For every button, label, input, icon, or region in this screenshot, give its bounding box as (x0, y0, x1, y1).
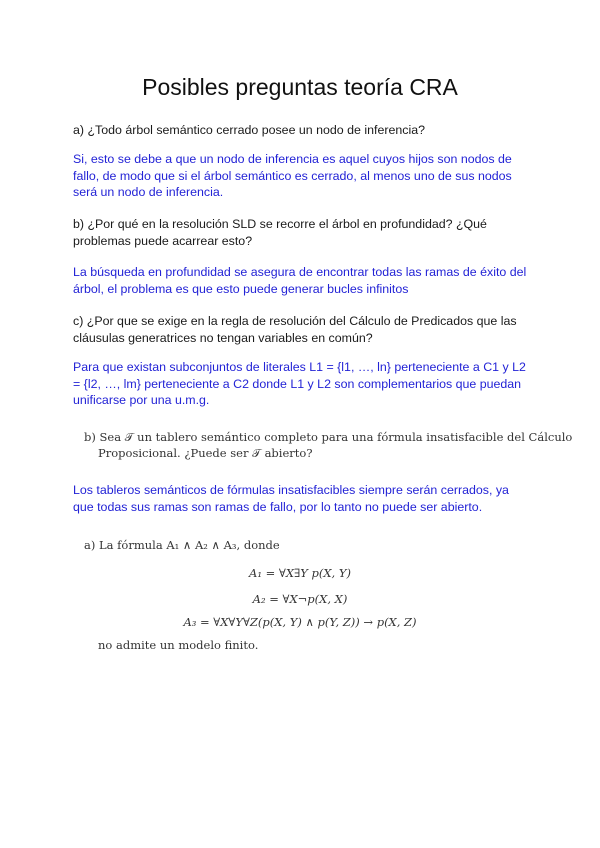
answer-a: Si, esto se debe a que un nodo de inferencia es aquel cuyos hijos son nodos de fallo, de modo que si el árbol semántico es cerrado, al menos uno de sus nodos será un nodo de inferencia. (73, 152, 512, 200)
excerpt-formula-intro: a) La fórmula A₁ ∧ A₂ ∧ A₃, donde (84, 538, 280, 552)
equation-a1: A₁ = ∀X∃Y p(X, Y) (249, 566, 351, 580)
answer-tableau: Los tableros semánticos de fórmulas insatisfacibles siempre serán cerrados, ya que todas sus ramas son ramas de fallo, por lo tanto no puede ser abierto. (73, 483, 509, 514)
answer-b: La búsqueda en profundidad se asegura de encontrar todas las ramas de éxito del árbol, el problema es que esto puede generar bucles infinitos (73, 265, 527, 296)
excerpt-tableau-line2: Proposicional. ¿Puede ser 𝒯 abierto? (98, 445, 313, 460)
excerpt-tableau-question (84, 430, 573, 461)
question-a: a) ¿Todo árbol semántico cerrado posee un nodo de inferencia? (73, 123, 425, 137)
page-title: Posibles preguntas teoría CRA (142, 74, 458, 100)
equation-a2: A₂ = ∀X¬p(X, X) (252, 592, 348, 606)
question-b: b) ¿Por qué en la resolución SLD se recorre el árbol en profundidad? ¿Qué problemas puede acarrear esto? (73, 217, 487, 248)
answer-c: Para que existan subconjuntos de literales L1 = {l1, …, ln} perteneciente a C1 y L2 = {l2, …, lm} perteneciente a C2 donde L1 y L2 son complementarios que puedan unificarse por una u.m.g. (73, 360, 526, 408)
excerpt-tableau-line1: b) Sea 𝒯 un tablero semántico completo para una fórmula insatisfacible del Cálculo (84, 430, 573, 444)
equation-a3: A₃ = ∀X∀Y∀Z(p(X, Y) ∧ p(Y, Z)) → p(X, Z) (183, 615, 417, 629)
excerpt-formula-outro: no admite un modelo finito. (98, 638, 259, 652)
question-c: c) ¿Por que se exige en la regla de resolución del Cálculo de Predicados que las cláusulas generatrices no tengan variables en común? (73, 314, 517, 345)
